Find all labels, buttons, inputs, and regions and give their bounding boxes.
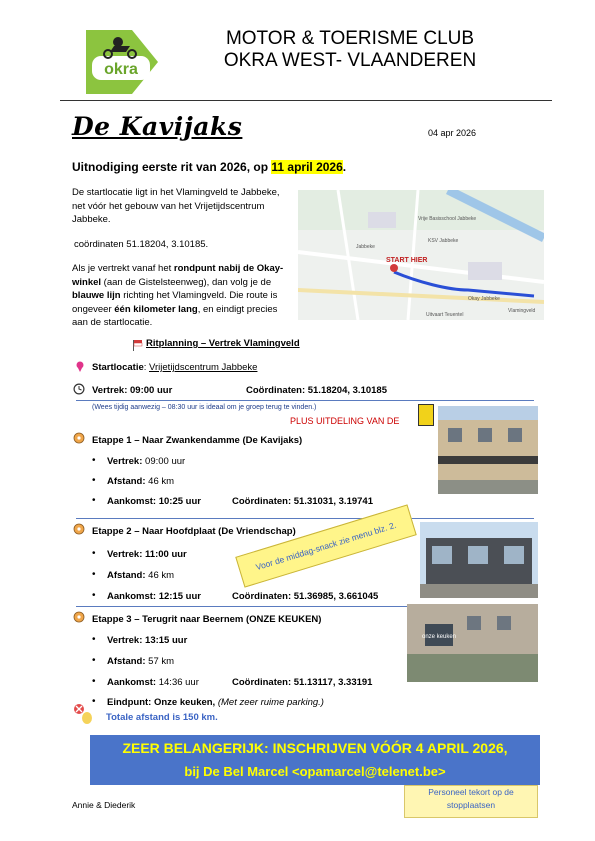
page-title: De Kavijaks: [72, 112, 243, 141]
stage-1-aankomst: • Aankomst: 10:25 uur: [92, 495, 201, 507]
club-logo: [80, 26, 162, 98]
snack-note-scroll: Voor de middag-snack zie menu blz. 2.: [235, 504, 416, 587]
stage-3-afstand: • Afstand: 57 km: [92, 655, 175, 667]
p2-g: , en eindigt precies aan de startlocatie.: [72, 303, 278, 328]
afstand-label: Afstand:: [107, 656, 146, 667]
aankomst-value: 12:15 uur: [158, 591, 201, 602]
map-label-okay: Okay Jabbeke: [468, 296, 500, 302]
staff-shortage-note: Personeel tekort op de stopplaatsen: [404, 785, 538, 818]
small-logo: [418, 404, 434, 426]
photo-3-sign: onze keuken: [421, 634, 457, 640]
club-name: [180, 28, 520, 72]
aankomst-value: 14:36 uur: [158, 677, 199, 688]
intro-coordinates: coördinaten 51.18204, 3.10185.: [74, 239, 209, 250]
map-label-jabbeke: Jabbeke: [356, 244, 375, 250]
intro-paragraph-2: [72, 262, 294, 330]
aankomst-label: Aankomst:: [107, 677, 157, 688]
stage-1-title: Etappe 1 – Naar Zwankendamme (De Kavijaks): [92, 435, 303, 446]
map-label-vlamingveld: Vlamingveld: [508, 308, 536, 314]
signature: Annie & Diederik: [72, 800, 136, 810]
map-label-school: Vrije Basisschool Jabbeke: [418, 216, 477, 222]
p2-c: (aan de Gistelsteenweg), dan volg je de: [101, 276, 272, 288]
stage-3-aankomst: • Aankomst: 14:36 uur: [92, 676, 199, 688]
stage-1-vertrek: • Vertrek: 09:00 uur: [92, 455, 186, 467]
vertrek-value: 09:00 uur: [145, 456, 186, 467]
vertrek-value: 11:00 uur: [145, 549, 187, 560]
stage-2-photo: [420, 522, 538, 598]
route-map: [298, 190, 544, 320]
stage-3-title: Etappe 3 – Terugrit naar Beernem (ONZE KEUKEN): [92, 614, 322, 625]
intro-paragraph-1: De startlocatie ligt in het Vlamingveld te Jabbeke, net vóór het gebouw van het Vrijetijdscentrum Jabbeke.: [72, 187, 280, 225]
stage-3-photo: [407, 604, 538, 682]
start-value: Vrijetijdscentrum Jabbeke: [149, 362, 258, 373]
vertrek-value: 13:15 uur: [145, 635, 188, 646]
afstand-value: 46 km: [148, 570, 175, 581]
stage-icon: [73, 611, 85, 626]
separator: [76, 518, 534, 519]
banner-line-1: ZEER BELANGERIJK: INSCHRIJVEN VÓÓR 4 APRIL 2026,: [122, 740, 508, 756]
aankomst-label: Aankomst:: [107, 591, 157, 602]
afstand-label: Afstand:: [107, 476, 146, 487]
afstand-label: Afstand:: [107, 570, 146, 581]
stage-2-vertrek: • Vertrek: 11:00 uur: [92, 548, 187, 560]
vertrek-label: Vertrek:: [107, 635, 143, 646]
stage-2-title: Etappe 2 – Naar Hoofdplaat (De Vriendschap): [92, 526, 296, 537]
p2-a: Als je vertrekt vanaf het: [72, 263, 174, 274]
vertrek-label: Vertrek:: [107, 456, 143, 467]
stage-3-vertrek: • Vertrek: 13:15 uur: [92, 634, 188, 646]
afstand-value: 46 km: [148, 476, 175, 487]
ritplanning-heading: Ritplanning – Vertrek Vlamingveld: [146, 338, 300, 349]
clock-icon: [73, 383, 85, 398]
stage-1-coordinates: Coördinaten: 51.31031, 3.19741: [232, 496, 373, 507]
stage-3-coordinates: Coördinaten: 51.13117, 3.33191: [232, 677, 373, 688]
depart-note: (Wees tijdig aanwezig – 08:30 uur is ideaal om je groep terug te vinden.): [92, 404, 317, 411]
start-label: Startlocatie: [92, 362, 144, 373]
depart-time: Vertrek: 09:00 uur: [92, 385, 173, 396]
invitation-suffix: .: [342, 160, 347, 174]
stage-2-coordinates: Coördinaten: 51.36985, 3.661045: [232, 591, 379, 602]
stage-2-aankomst: • Aankomst: 12:15 uur: [92, 590, 201, 602]
stage-icon: [73, 432, 85, 447]
depart-coordinates: Coördinaten: 51.18204, 3.10185: [246, 385, 387, 396]
map-start-label: START HIER: [386, 257, 428, 264]
extra-note: PLUS UITDELING VAN DE: [290, 416, 400, 426]
map-label-uitvaart: Uitvaart Teuentel: [426, 312, 464, 318]
invitation-heading: [72, 160, 346, 174]
eindpunt-note: (Met zeer ruime parking.): [217, 697, 324, 708]
invitation-prefix: Uitnodiging eerste rit van 2026, op: [72, 160, 272, 174]
afstand-value: 57 km: [148, 656, 175, 667]
p2-blue-line: blauwe lijn: [72, 290, 121, 301]
stage-1-afstand: • Afstand: 46 km: [92, 475, 175, 487]
separator: [76, 400, 534, 401]
stage-1-photo: [438, 406, 538, 494]
start-location: Startlocatie: Vrijetijdscentrum Jabbeke: [92, 362, 258, 373]
total-distance: Totale afstand is 150 km.: [106, 712, 218, 723]
stage-3-eindpunt: • Eindpunt: Onze keuken, (Met zeer ruime parking.): [92, 696, 324, 708]
location-pin-icon: [74, 360, 86, 375]
invitation-date: 11 april 2026: [271, 160, 343, 174]
flag-icon: [132, 339, 144, 354]
banner-line-2: bij De Bel Marcel <opamarcel@telenet.be>: [184, 764, 446, 779]
club-line-2: OKRA WEST- VLAANDEREN: [223, 50, 477, 71]
map-label-ksv: KSV Jabbeke: [428, 238, 459, 244]
stage-2-afstand: • Afstand: 46 km: [92, 569, 175, 581]
p2-e: richting het Vlamingveld. Die route is ongeveer: [72, 290, 278, 315]
logo-text: okra: [104, 61, 138, 78]
p2-distance: één kilometer lang: [114, 303, 198, 315]
vertrek-label: Vertrek:: [107, 549, 143, 560]
header-divider: [60, 100, 552, 101]
finish-icon: [73, 703, 95, 728]
eindpunt-label: Eindpunt: Onze keuken,: [107, 697, 216, 708]
aankomst-label: Aankomst:: [107, 496, 157, 507]
aankomst-value: 10:25 uur: [158, 496, 201, 507]
stage-icon: [73, 523, 85, 538]
p2-roundabout: rondpunt nabij de Okay-winkel: [72, 263, 284, 288]
document-date: 04 apr 2026: [428, 128, 477, 138]
club-line-1: MOTOR & TOERISME CLUB: [225, 28, 475, 49]
